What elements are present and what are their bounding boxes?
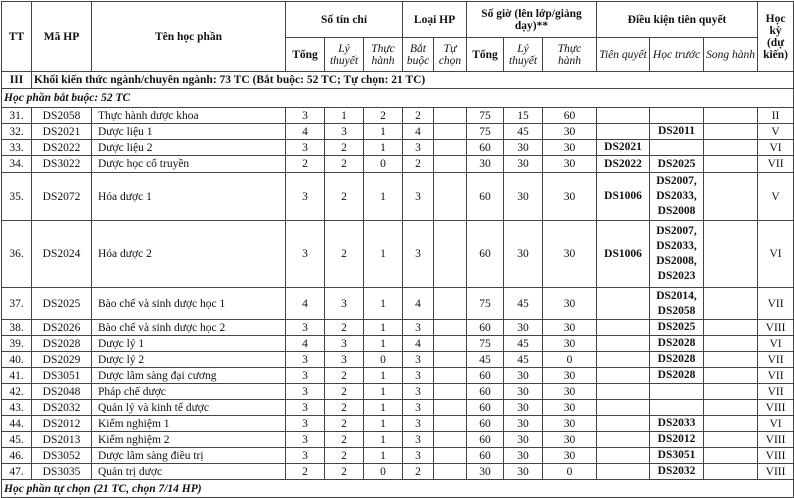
hours-theory: 30 bbox=[504, 368, 543, 384]
course-name: Dược liệu 2 bbox=[92, 140, 286, 156]
type-elective bbox=[434, 140, 467, 156]
table-row bbox=[2, 464, 794, 480]
semester: VI bbox=[758, 416, 794, 432]
credits-theory: 3 bbox=[325, 352, 364, 368]
credits-total: 3 bbox=[286, 448, 325, 464]
row-number: 33. bbox=[2, 140, 32, 156]
header-song-hanh: Song hành bbox=[704, 38, 758, 72]
prerequisite bbox=[597, 336, 650, 352]
hours-practice: 30 bbox=[543, 221, 597, 288]
header-tien-quyet: Tiên quyết bbox=[597, 38, 650, 72]
credits-theory: 2 bbox=[325, 320, 364, 336]
prior-course: DS2028 bbox=[650, 336, 704, 352]
course-name: Pháp chế dược bbox=[92, 384, 286, 400]
course-code: DS3052 bbox=[32, 448, 92, 464]
type-elective bbox=[434, 352, 467, 368]
prerequisite bbox=[597, 108, 650, 124]
type-elective bbox=[434, 336, 467, 352]
row-number: 42. bbox=[2, 384, 32, 400]
type-elective bbox=[434, 384, 467, 400]
corequisite bbox=[704, 352, 758, 368]
group-required-title: Học phần bắt buộc: 52 TC bbox=[2, 89, 794, 108]
semester: VIII bbox=[758, 400, 794, 416]
credits-practice: 1 bbox=[364, 448, 403, 464]
credits-theory: 2 bbox=[325, 448, 364, 464]
credits-total: 3 bbox=[286, 140, 325, 156]
prerequisite bbox=[597, 124, 650, 140]
type-elective bbox=[434, 448, 467, 464]
corequisite bbox=[704, 416, 758, 432]
type-required: 3 bbox=[403, 416, 434, 432]
semester: VI bbox=[758, 221, 794, 288]
prior-course: DS2012 bbox=[650, 432, 704, 448]
header-tu-chon: Tự chọn bbox=[434, 38, 467, 72]
hours-total: 60 bbox=[467, 140, 504, 156]
header-tt: TT bbox=[2, 2, 32, 72]
course-code: DS3035 bbox=[32, 464, 92, 480]
credits-theory: 2 bbox=[325, 432, 364, 448]
type-elective bbox=[434, 173, 467, 221]
credits-theory: 2 bbox=[325, 464, 364, 480]
credits-theory: 2 bbox=[325, 416, 364, 432]
row-number: 34. bbox=[2, 156, 32, 173]
row-number: 32. bbox=[2, 124, 32, 140]
course-name: Bào chế và sinh dược học 2 bbox=[92, 320, 286, 336]
row-number: 40. bbox=[2, 352, 32, 368]
prior-course: DS3051 bbox=[650, 448, 704, 464]
corequisite bbox=[704, 368, 758, 384]
credits-practice: 0 bbox=[364, 156, 403, 173]
group-elective-row bbox=[2, 480, 794, 498]
prerequisite bbox=[597, 368, 650, 384]
hours-practice: 30 bbox=[543, 320, 597, 336]
corequisite bbox=[704, 400, 758, 416]
hours-practice: 30 bbox=[543, 416, 597, 432]
credits-theory: 2 bbox=[325, 140, 364, 156]
header-so-tin-chi: Số tín chỉ bbox=[286, 2, 403, 38]
curriculum-table bbox=[1, 1, 794, 498]
credits-total: 3 bbox=[286, 108, 325, 124]
type-elective bbox=[434, 221, 467, 288]
semester: VII bbox=[758, 384, 794, 400]
prerequisite bbox=[597, 400, 650, 416]
prerequisite bbox=[597, 384, 650, 400]
header-thuc-hanh: Thực hành bbox=[364, 38, 403, 72]
prior-course: DS2007, DS2033, DS2008, DS2023 bbox=[650, 221, 704, 288]
hours-theory: 30 bbox=[504, 320, 543, 336]
hours-theory: 15 bbox=[504, 108, 543, 124]
credits-total: 2 bbox=[286, 464, 325, 480]
prior-course: DS2011 bbox=[650, 124, 704, 140]
corequisite bbox=[704, 464, 758, 480]
type-required: 3 bbox=[403, 140, 434, 156]
course-name: Kiểm nghiệm 1 bbox=[92, 416, 286, 432]
table-row bbox=[2, 156, 794, 173]
type-required: 2 bbox=[403, 108, 434, 124]
corequisite bbox=[704, 221, 758, 288]
credits-practice: 1 bbox=[364, 288, 403, 320]
hours-theory: 30 bbox=[504, 432, 543, 448]
table-row bbox=[2, 432, 794, 448]
course-code: DS2022 bbox=[32, 140, 92, 156]
course-code: DS2013 bbox=[32, 432, 92, 448]
hours-practice: 30 bbox=[543, 124, 597, 140]
credits-practice: 1 bbox=[364, 320, 403, 336]
credits-theory: 2 bbox=[325, 400, 364, 416]
corequisite bbox=[704, 108, 758, 124]
credits-practice: 1 bbox=[364, 368, 403, 384]
hours-theory: 30 bbox=[504, 156, 543, 173]
course-code: DS2024 bbox=[32, 221, 92, 288]
hours-theory: 30 bbox=[504, 464, 543, 480]
credits-practice: 0 bbox=[364, 352, 403, 368]
hours-practice: 30 bbox=[543, 384, 597, 400]
type-elective bbox=[434, 156, 467, 173]
table-row bbox=[2, 384, 794, 400]
header-so-gio: Số giờ (lên lớp/giảng dạy)** bbox=[467, 2, 597, 38]
prerequisite: DS2021 bbox=[597, 140, 650, 156]
prerequisite bbox=[597, 288, 650, 320]
type-required: 3 bbox=[403, 448, 434, 464]
hours-practice: 30 bbox=[543, 432, 597, 448]
prior-course: DS2007, DS2033, DS2008 bbox=[650, 173, 704, 221]
corequisite bbox=[704, 320, 758, 336]
credits-theory: 3 bbox=[325, 288, 364, 320]
semester: VII bbox=[758, 368, 794, 384]
prior-course: DS2033 bbox=[650, 416, 704, 432]
group-required-row bbox=[2, 89, 794, 108]
header-ly-thuyet: Lý thuyết bbox=[325, 38, 364, 72]
row-number: 35. bbox=[2, 173, 32, 221]
credits-theory: 2 bbox=[325, 156, 364, 173]
semester: VI bbox=[758, 336, 794, 352]
type-elective bbox=[434, 288, 467, 320]
hours-total: 30 bbox=[467, 464, 504, 480]
credits-practice: 1 bbox=[364, 173, 403, 221]
section-row bbox=[2, 72, 794, 89]
credits-theory: 2 bbox=[325, 221, 364, 288]
table-row bbox=[2, 108, 794, 124]
credits-practice: 2 bbox=[364, 108, 403, 124]
hours-total: 75 bbox=[467, 124, 504, 140]
table-row bbox=[2, 221, 794, 288]
hours-total: 60 bbox=[467, 400, 504, 416]
hours-theory: 45 bbox=[504, 124, 543, 140]
course-code: DS2048 bbox=[32, 384, 92, 400]
semester: VIII bbox=[758, 432, 794, 448]
prior-course bbox=[650, 400, 704, 416]
prior-course bbox=[650, 384, 704, 400]
hours-total: 75 bbox=[467, 336, 504, 352]
credits-theory: 2 bbox=[325, 384, 364, 400]
hours-practice: 30 bbox=[543, 336, 597, 352]
row-number: 44. bbox=[2, 416, 32, 432]
type-elective bbox=[434, 108, 467, 124]
header-gio-tong: Tổng bbox=[467, 38, 504, 72]
credits-theory: 2 bbox=[325, 368, 364, 384]
type-required: 3 bbox=[403, 173, 434, 221]
course-name: Dược học cổ truyền bbox=[92, 156, 286, 173]
credits-total: 3 bbox=[286, 368, 325, 384]
type-required: 3 bbox=[403, 352, 434, 368]
credits-total: 2 bbox=[286, 156, 325, 173]
semester: II bbox=[758, 108, 794, 124]
hours-practice: 30 bbox=[543, 173, 597, 221]
hours-practice: 30 bbox=[543, 368, 597, 384]
type-elective bbox=[434, 400, 467, 416]
hours-total: 30 bbox=[467, 156, 504, 173]
type-required: 3 bbox=[403, 400, 434, 416]
corequisite bbox=[704, 384, 758, 400]
credits-total: 4 bbox=[286, 124, 325, 140]
prior-course: DS2014, DS2058 bbox=[650, 288, 704, 320]
credits-total: 3 bbox=[286, 320, 325, 336]
credits-practice: 1 bbox=[364, 384, 403, 400]
hours-theory: 30 bbox=[504, 400, 543, 416]
credits-practice: 1 bbox=[364, 432, 403, 448]
table-row bbox=[2, 320, 794, 336]
hours-total: 75 bbox=[467, 108, 504, 124]
credits-total: 3 bbox=[286, 400, 325, 416]
course-name: Quản trị dược bbox=[92, 464, 286, 480]
header-bat-buoc: Bắt buộc bbox=[403, 38, 434, 72]
credits-practice: 0 bbox=[364, 464, 403, 480]
prior-course: DS2025 bbox=[650, 156, 704, 173]
credits-practice: 1 bbox=[364, 124, 403, 140]
prior-course: DS2028 bbox=[650, 352, 704, 368]
credits-total: 4 bbox=[286, 288, 325, 320]
credits-theory: 1 bbox=[325, 108, 364, 124]
course-code: DS2072 bbox=[32, 173, 92, 221]
hours-total: 60 bbox=[467, 173, 504, 221]
credits-total: 3 bbox=[286, 416, 325, 432]
type-required: 4 bbox=[403, 336, 434, 352]
row-number: 47. bbox=[2, 464, 32, 480]
hours-total: 60 bbox=[467, 320, 504, 336]
course-name: Dược lý 1 bbox=[92, 336, 286, 352]
type-elective bbox=[434, 432, 467, 448]
course-code: DS2012 bbox=[32, 416, 92, 432]
prerequisite: DS1006 bbox=[597, 221, 650, 288]
header-ten-hp: Tên học phần bbox=[92, 2, 286, 72]
course-name: Hóa dược 2 bbox=[92, 221, 286, 288]
corequisite bbox=[704, 140, 758, 156]
hours-theory: 30 bbox=[504, 140, 543, 156]
credits-theory: 2 bbox=[325, 173, 364, 221]
prerequisite: DS2022 bbox=[597, 156, 650, 173]
semester: VIII bbox=[758, 464, 794, 480]
hours-total: 60 bbox=[467, 448, 504, 464]
row-number: 45. bbox=[2, 432, 32, 448]
hours-total: 60 bbox=[467, 221, 504, 288]
table-row bbox=[2, 400, 794, 416]
prerequisite bbox=[597, 464, 650, 480]
credits-total: 3 bbox=[286, 384, 325, 400]
prerequisite bbox=[597, 432, 650, 448]
corequisite bbox=[704, 432, 758, 448]
course-code: DS2021 bbox=[32, 124, 92, 140]
header-dieu-kien: Điều kiện tiên quyết bbox=[597, 2, 758, 38]
semester: V bbox=[758, 173, 794, 221]
type-required: 4 bbox=[403, 288, 434, 320]
course-code: DS2026 bbox=[32, 320, 92, 336]
course-name: Dược lâm sàng đại cương bbox=[92, 368, 286, 384]
table-row bbox=[2, 368, 794, 384]
hours-theory: 30 bbox=[504, 221, 543, 288]
credits-practice: 1 bbox=[364, 221, 403, 288]
table-row bbox=[2, 352, 794, 368]
hours-practice: 30 bbox=[543, 140, 597, 156]
hours-theory: 45 bbox=[504, 352, 543, 368]
semester: VII bbox=[758, 352, 794, 368]
corequisite bbox=[704, 124, 758, 140]
credits-theory: 3 bbox=[325, 124, 364, 140]
hours-practice: 0 bbox=[543, 352, 597, 368]
prior-course: DS2032 bbox=[650, 464, 704, 480]
prior-course bbox=[650, 140, 704, 156]
type-elective bbox=[434, 124, 467, 140]
prior-course: DS2028 bbox=[650, 368, 704, 384]
hours-practice: 30 bbox=[543, 400, 597, 416]
prerequisite bbox=[597, 448, 650, 464]
credits-total: 3 bbox=[286, 432, 325, 448]
credits-practice: 1 bbox=[364, 140, 403, 156]
table-row bbox=[2, 336, 794, 352]
type-elective bbox=[434, 320, 467, 336]
table-row bbox=[2, 124, 794, 140]
table-row bbox=[2, 140, 794, 156]
type-elective bbox=[434, 368, 467, 384]
table-row bbox=[2, 416, 794, 432]
prerequisite bbox=[597, 320, 650, 336]
row-number: 46. bbox=[2, 448, 32, 464]
type-required: 2 bbox=[403, 156, 434, 173]
course-name: Kiểm nghiệm 2 bbox=[92, 432, 286, 448]
hours-total: 75 bbox=[467, 288, 504, 320]
hours-theory: 30 bbox=[504, 173, 543, 221]
row-number: 38. bbox=[2, 320, 32, 336]
course-code: DS2032 bbox=[32, 400, 92, 416]
credits-total: 4 bbox=[286, 336, 325, 352]
corequisite bbox=[704, 156, 758, 173]
header-gio-ly-thuyet: Lý thuyết bbox=[504, 38, 543, 72]
credits-total: 3 bbox=[286, 352, 325, 368]
hours-theory: 30 bbox=[504, 416, 543, 432]
hours-practice: 0 bbox=[543, 464, 597, 480]
table-row bbox=[2, 288, 794, 320]
header-tong: Tổng bbox=[286, 38, 325, 72]
type-required: 3 bbox=[403, 221, 434, 288]
type-required: 4 bbox=[403, 124, 434, 140]
prior-course: DS2025 bbox=[650, 320, 704, 336]
course-name: Dược lâm sàng điều trị bbox=[92, 448, 286, 464]
row-number: 41. bbox=[2, 368, 32, 384]
header-gio-thuc-hanh: Thực hành bbox=[543, 38, 597, 72]
hours-theory: 30 bbox=[504, 448, 543, 464]
hours-total: 45 bbox=[467, 352, 504, 368]
row-number: 37. bbox=[2, 288, 32, 320]
hours-practice: 30 bbox=[543, 156, 597, 173]
semester: VI bbox=[758, 140, 794, 156]
course-code: DS2029 bbox=[32, 352, 92, 368]
type-required: 2 bbox=[403, 464, 434, 480]
hours-practice: 30 bbox=[543, 288, 597, 320]
type-required: 3 bbox=[403, 432, 434, 448]
type-required: 3 bbox=[403, 384, 434, 400]
credits-practice: 1 bbox=[364, 416, 403, 432]
course-name: Thực hành dược khoa bbox=[92, 108, 286, 124]
row-number: 31. bbox=[2, 108, 32, 124]
hours-total: 60 bbox=[467, 368, 504, 384]
semester: VIII bbox=[758, 320, 794, 336]
prerequisite bbox=[597, 416, 650, 432]
hours-total: 60 bbox=[467, 432, 504, 448]
hours-theory: 45 bbox=[504, 336, 543, 352]
course-code: DS2028 bbox=[32, 336, 92, 352]
hours-practice: 60 bbox=[543, 108, 597, 124]
header-ma-hp: Mã HP bbox=[32, 2, 92, 72]
credits-total: 3 bbox=[286, 221, 325, 288]
section-number: III bbox=[2, 72, 32, 89]
hours-total: 60 bbox=[467, 384, 504, 400]
table-row bbox=[2, 448, 794, 464]
course-code: DS3022 bbox=[32, 156, 92, 173]
course-code: DS3051 bbox=[32, 368, 92, 384]
section-title: Khối kiến thức ngành/chuyên ngành: 73 TC (Bắt buộc: 52 TC; Tự chọn: 21 TC) bbox=[32, 72, 794, 89]
row-number: 36. bbox=[2, 221, 32, 288]
row-number: 39. bbox=[2, 336, 32, 352]
corequisite bbox=[704, 336, 758, 352]
group-elective-title: Học phần tự chọn (21 TC, chọn 7/14 HP) bbox=[2, 480, 794, 498]
hours-practice: 30 bbox=[543, 448, 597, 464]
type-elective bbox=[434, 416, 467, 432]
corequisite bbox=[704, 173, 758, 221]
credits-practice: 1 bbox=[364, 400, 403, 416]
corequisite bbox=[704, 448, 758, 464]
row-number: 43. bbox=[2, 400, 32, 416]
course-code: DS2058 bbox=[32, 108, 92, 124]
type-required: 3 bbox=[403, 320, 434, 336]
semester: V bbox=[758, 124, 794, 140]
type-required: 3 bbox=[403, 368, 434, 384]
hours-theory: 30 bbox=[504, 384, 543, 400]
header-hoc-ky: Học kỳ (dự kiến) bbox=[758, 2, 794, 72]
credits-total: 3 bbox=[286, 173, 325, 221]
course-code: DS2025 bbox=[32, 288, 92, 320]
prior-course bbox=[650, 108, 704, 124]
course-name: Dược liệu 1 bbox=[92, 124, 286, 140]
prerequisite: DS1006 bbox=[597, 173, 650, 221]
hours-theory: 45 bbox=[504, 288, 543, 320]
credits-practice: 1 bbox=[364, 336, 403, 352]
header-hoc-truoc: Học trước bbox=[650, 38, 704, 72]
corequisite bbox=[704, 288, 758, 320]
credits-theory: 3 bbox=[325, 336, 364, 352]
semester: VIII bbox=[758, 448, 794, 464]
semester: VII bbox=[758, 156, 794, 173]
course-name: Quản lý và kinh tế dược bbox=[92, 400, 286, 416]
course-name: Bào chế và sinh dược học 1 bbox=[92, 288, 286, 320]
type-elective bbox=[434, 464, 467, 480]
course-name: Hóa dược 1 bbox=[92, 173, 286, 221]
course-name: Dược lý 2 bbox=[92, 352, 286, 368]
header-loai-hp: Loại HP bbox=[403, 2, 467, 38]
prerequisite bbox=[597, 352, 650, 368]
semester: VII bbox=[758, 288, 794, 320]
hours-total: 60 bbox=[467, 416, 504, 432]
table-row bbox=[2, 173, 794, 221]
